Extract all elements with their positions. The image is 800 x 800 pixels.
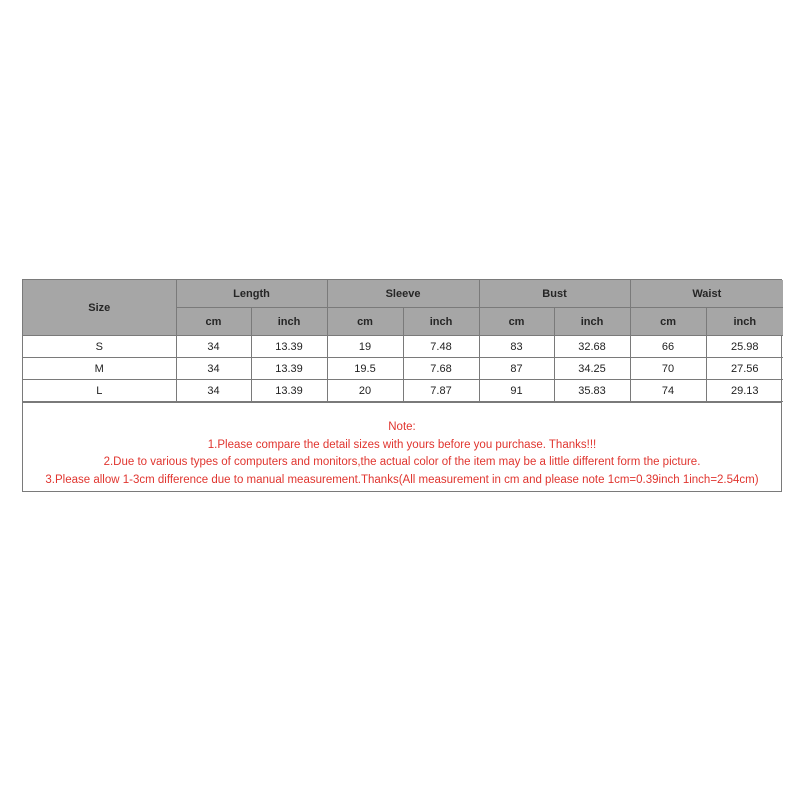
note-line: 2.Due to various types of computers and monitors,the actual color of the item may be a little different form the picture. [103,456,701,468]
table-cell: 20 [327,380,403,402]
table-cell: 13.39 [251,380,327,402]
unit-header: inch [251,308,327,336]
unit-header: cm [479,308,554,336]
size-table [23,280,783,402]
unit-header: cm [176,308,251,336]
header-row [23,280,783,308]
size-cell: M [23,358,176,380]
unit-header: cm [630,308,706,336]
table-row [23,358,783,380]
unit-header: inch [403,308,479,336]
table-cell: 13.39 [251,336,327,358]
table-cell: 19.5 [327,358,403,380]
table-cell: 34 [176,358,251,380]
note-line: 3.Please allow 1-3cm difference due to manual measurement.Thanks(All measurement in cm and please note 1cm=0.39inch 1inch=2.54cm) [45,473,759,486]
table-cell: 34.25 [554,358,630,380]
size-cell: L [23,380,176,402]
bust-header: Bust [479,280,630,308]
table-cell: 66 [630,336,706,358]
note-title: Note: [388,421,416,433]
table-cell: 87 [479,358,554,380]
size-chart [22,279,782,492]
table-cell: 7.68 [403,358,479,380]
table-cell: 7.87 [403,380,479,402]
unit-header: inch [554,308,630,336]
table-cell: 34 [176,336,251,358]
table-cell: 70 [630,358,706,380]
unit-header: cm [327,308,403,336]
table-cell: 34 [176,380,251,402]
table-cell: 74 [630,380,706,402]
table-cell: 25.98 [706,336,783,358]
table-cell: 83 [479,336,554,358]
table-cell: 7.48 [403,336,479,358]
sleeve-header: Sleeve [327,280,479,308]
table-cell: 19 [327,336,403,358]
size-cell: S [23,336,176,358]
table-row [23,380,783,402]
table-cell: 32.68 [554,336,630,358]
table-row [23,336,783,358]
table-cell: 13.39 [251,358,327,380]
table-cell: 27.56 [706,358,783,380]
table-cell: 29.13 [706,380,783,402]
length-header: Length [176,280,327,308]
table-cell: 35.83 [554,380,630,402]
table-cell: 91 [479,380,554,402]
waist-header: Waist [630,280,783,308]
unit-header: inch [706,308,783,336]
notes-section [23,402,781,491]
size-column-header: Size [23,280,176,336]
note-line: 1.Please compare the detail sizes with yours before you purchase. Thanks!!! [207,438,597,451]
